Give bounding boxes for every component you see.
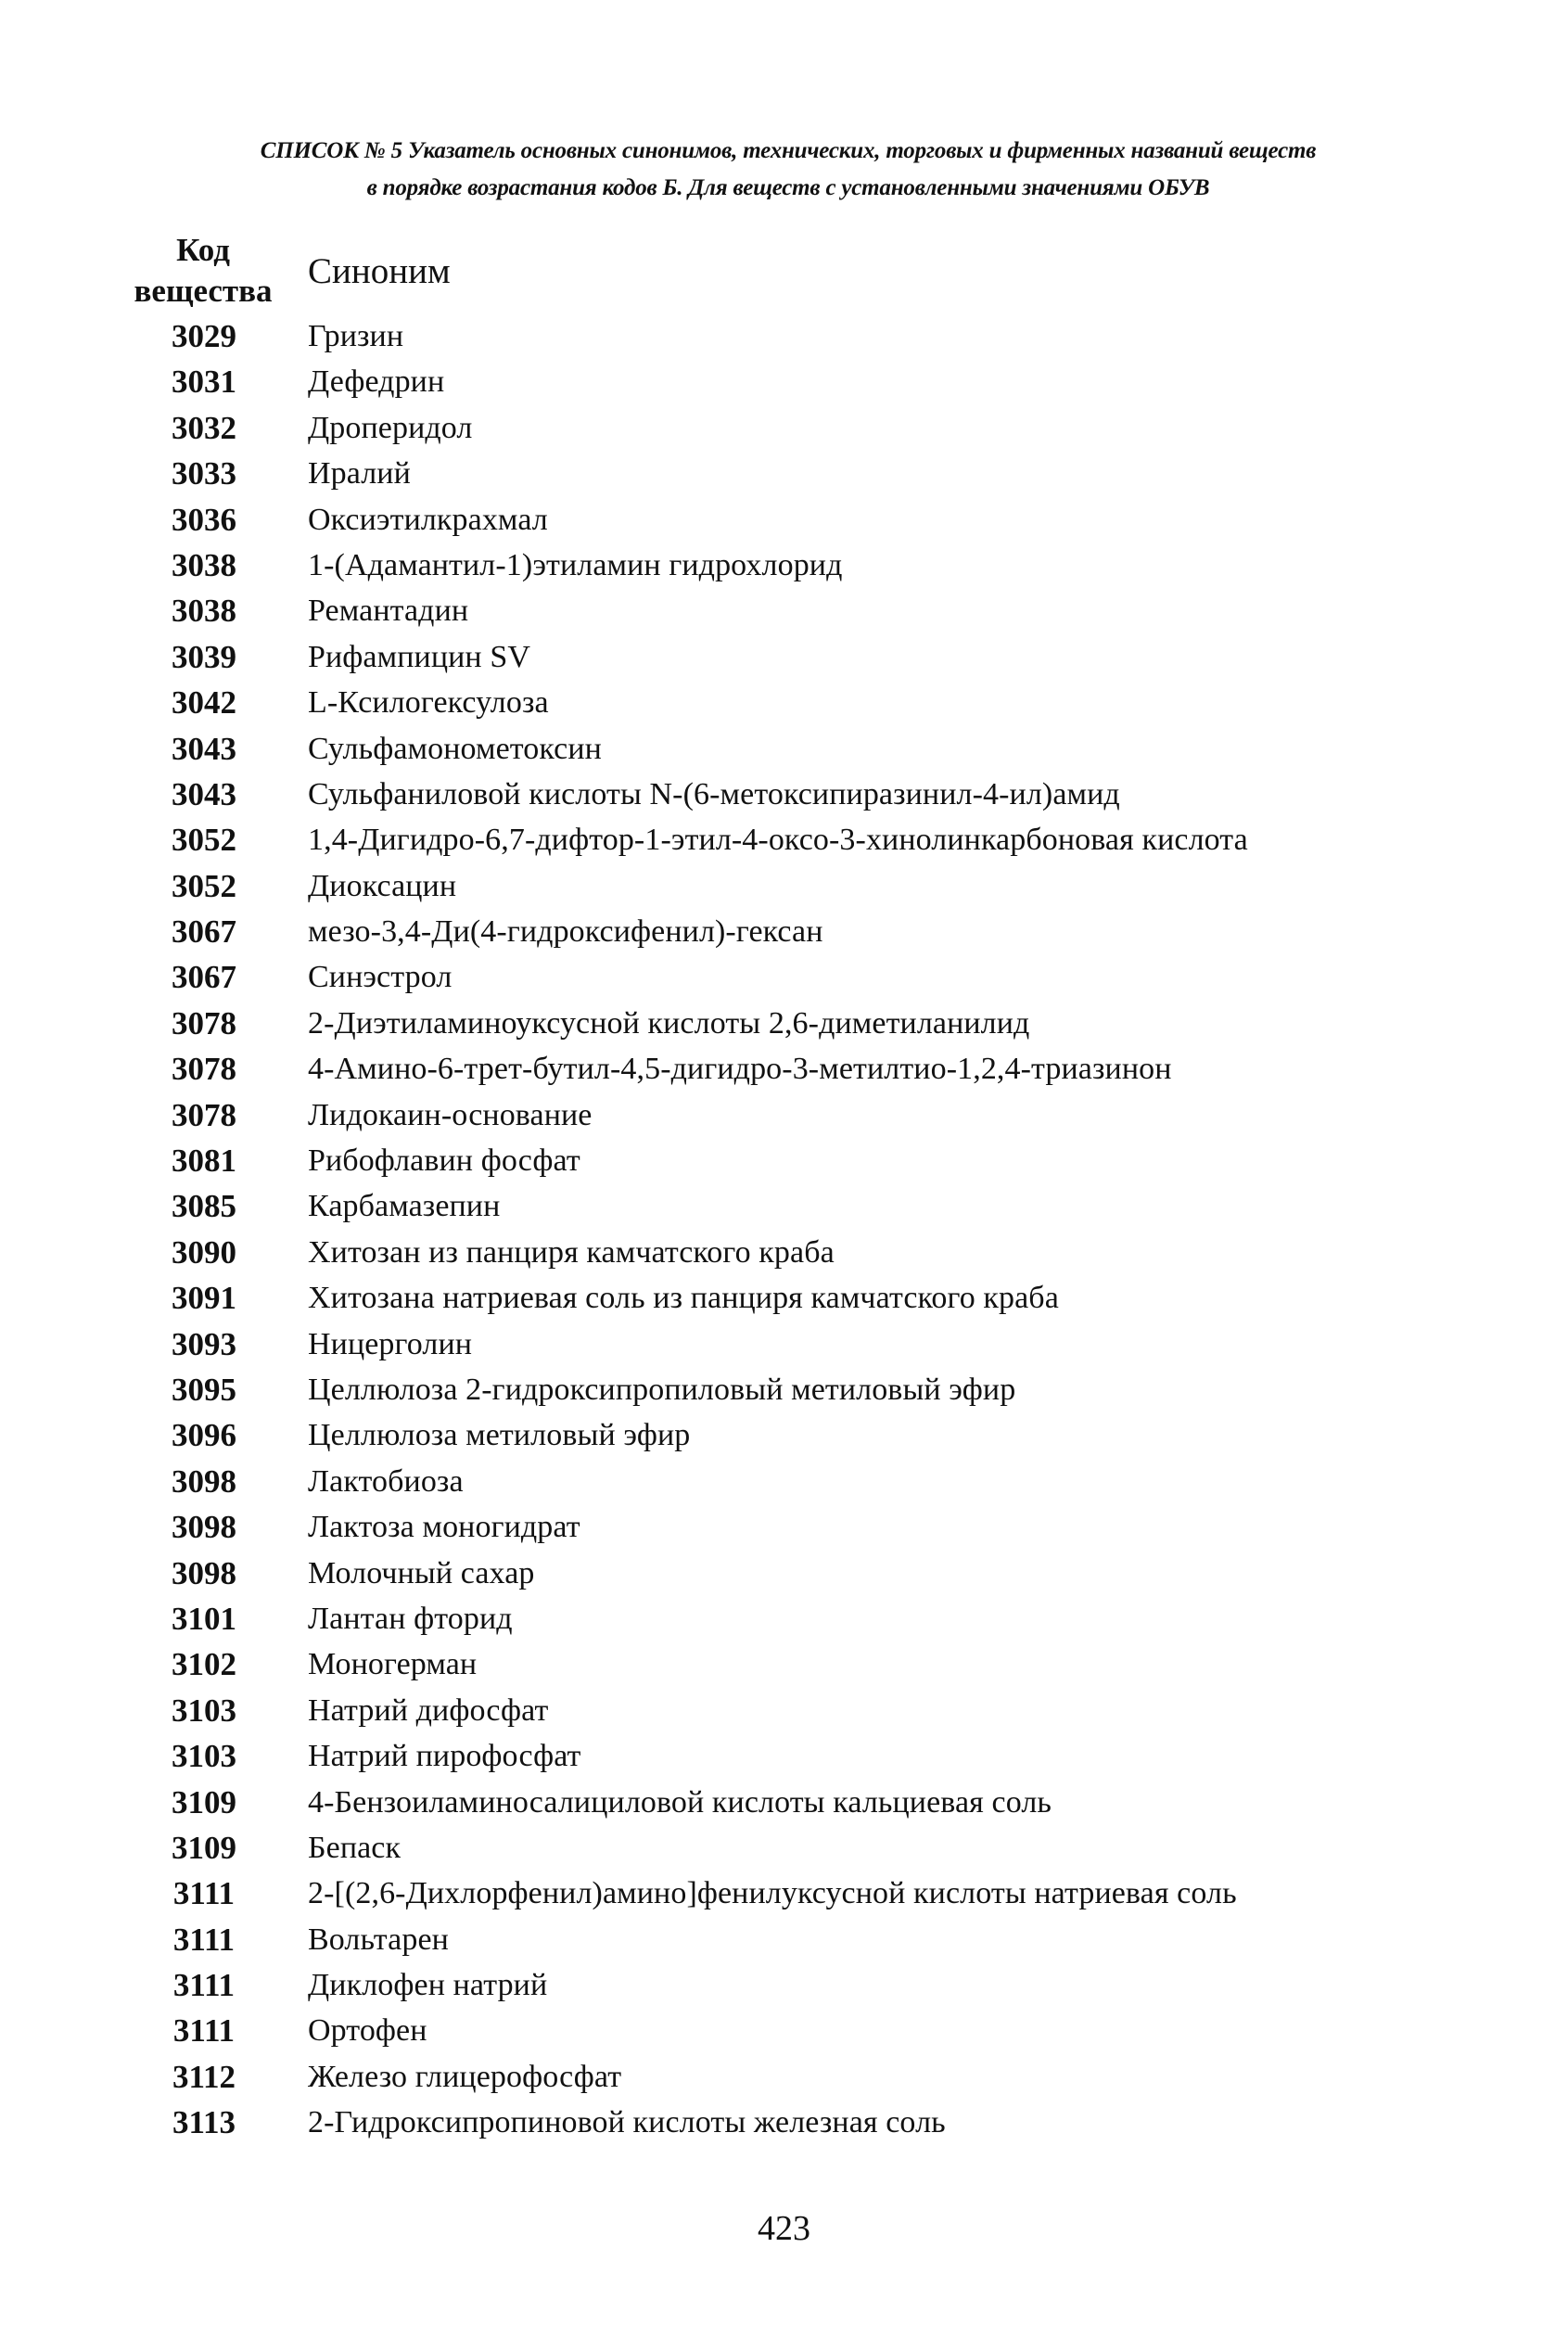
substance-code: 3078 [172, 1004, 236, 1041]
substance-code: 3111 [172, 2012, 236, 2050]
synonym-table-body [0, 313, 1568, 2146]
substance-code: 3067 [172, 913, 236, 951]
table-row [0, 543, 1568, 588]
table-row [0, 1092, 1568, 1138]
synonym-text: 2-[(2,6-Дихлорфенил)амино]фенилуксусной кислоты натриевая соль [308, 1876, 1237, 1911]
table-row [0, 1641, 1568, 1687]
synonym-text: 2-Гидроксипропиновой кислоты железная соль [308, 2105, 946, 2140]
header-line-1: СПИСОК № 5 Указатель основных синонимов, технических, торговых и фирменных названий веществ [260, 138, 1317, 163]
substance-code: 3043 [172, 730, 236, 767]
table-row [0, 1412, 1568, 1458]
table-row [0, 405, 1568, 451]
substance-code: 3090 [172, 1233, 236, 1271]
synonym-text: Сульфаниловой кислоты N-(6-метоксипиразинил-4-ил)амид [308, 776, 1120, 811]
substance-code: 3081 [172, 1143, 236, 1180]
table-row [0, 359, 1568, 404]
code-header-line-2: вещества [134, 273, 273, 309]
table-row [0, 1688, 1568, 1733]
synonym-text: Диоксацин [308, 868, 457, 903]
synonym-text: Железо глицерофосфат [308, 2059, 622, 2094]
substance-code: 3067 [172, 959, 236, 996]
substance-code: 3052 [172, 867, 236, 904]
table-row [0, 1275, 1568, 1321]
table-row [0, 1183, 1568, 1229]
synonym-text: Целлюлоза метиловый эфир [308, 1418, 691, 1453]
synonym-text: мезо-3,4-Ди(4-гидроксифенил)-гексан [308, 914, 823, 950]
table-row [0, 1780, 1568, 1825]
table-row [0, 1322, 1568, 1367]
table-row [0, 1001, 1568, 1046]
substance-code: 3096 [172, 1417, 236, 1454]
synonym-text: Иралий [308, 456, 411, 492]
table-row [0, 772, 1568, 817]
substance-code: 3109 [172, 1829, 236, 1866]
synonym-text: Лактобиоза [308, 1463, 464, 1499]
synonym-text: Синэстрол [308, 960, 453, 995]
table-row [0, 1825, 1568, 1871]
substance-code: 3078 [172, 1096, 236, 1133]
table-row [0, 817, 1568, 862]
substance-code: 3078 [172, 1051, 236, 1088]
page-number: 423 [758, 2209, 810, 2248]
synonym-text: 1-(Адамантил-1)этиламин гидрохлорид [308, 547, 843, 582]
synonym-text: Целлюлоза 2-гидроксипропиловый метиловый эфир [308, 1372, 1016, 1407]
synonym-text: 4-Амино-6-трет-бутил-4,5-дигидро-3-метилтио-1,2,4-триазинон [308, 1052, 1172, 1087]
substance-code: 3098 [172, 1509, 236, 1546]
table-row [0, 1367, 1568, 1412]
table-row [0, 588, 1568, 633]
substance-code: 3098 [172, 1554, 236, 1591]
table-row [0, 451, 1568, 496]
substance-code: 3093 [172, 1325, 236, 1362]
substance-code: 3033 [172, 455, 236, 492]
synonym-text: 1,4-Дигидро-6,7-дифтор-1-этил-4-оксо-3-хинолинкарбоновая кислота [308, 823, 1248, 858]
substance-code: 3038 [172, 593, 236, 630]
table-row [0, 1504, 1568, 1550]
table-row [0, 1917, 1568, 1962]
synonym-text: 4-Бензоиламиносалициловой кислоты кальциевая соль [308, 1784, 1052, 1820]
synonym-text: L-Ксилогексулоза [308, 685, 549, 721]
synonym-text: Молочный сахар [308, 1555, 535, 1590]
substance-code: 3101 [172, 1600, 236, 1637]
substance-code: 3113 [172, 2104, 236, 2141]
table-row [0, 1046, 1568, 1092]
substance-code: 3112 [172, 2058, 236, 2095]
table-row [0, 726, 1568, 772]
substance-code: 3042 [172, 684, 236, 722]
table-row [0, 2100, 1568, 2145]
substance-code: 3102 [172, 1646, 236, 1683]
synonym-text: Бепаск [308, 1830, 402, 1865]
synonym-text: Лидокаин-основание [308, 1097, 593, 1132]
synonym-text: 2-Диэтиламиноуксусной кислоты 2,6-диметиланилид [308, 1005, 1030, 1041]
synonym-text: Лантан фторид [308, 1601, 513, 1636]
synonym-text: Ортофен [308, 2013, 427, 2049]
substance-code: 3032 [172, 409, 236, 446]
substance-code: 3103 [172, 1738, 236, 1775]
substance-code: 3043 [172, 775, 236, 812]
synonym-text: Натрий дифосфат [308, 1692, 549, 1728]
substance-code: 3029 [172, 318, 236, 354]
substance-code: 3039 [172, 638, 236, 675]
substance-code: 3091 [172, 1280, 236, 1317]
synonym-text: Карбамазепин [308, 1189, 501, 1224]
table-row [0, 1962, 1568, 2008]
table-row [0, 863, 1568, 909]
table-row [0, 954, 1568, 1000]
substance-code: 3103 [172, 1692, 236, 1729]
synonym-text: Рифампицин SV [308, 639, 530, 674]
substance-code: 3052 [172, 822, 236, 859]
table-row [0, 680, 1568, 725]
table-row [0, 2054, 1568, 2100]
page-header [139, 133, 1437, 207]
substance-code: 3095 [172, 1371, 236, 1408]
synonym-text: Гризин [308, 319, 404, 353]
table-row [0, 1596, 1568, 1641]
substance-code: 3085 [172, 1188, 236, 1225]
substance-code: 3098 [172, 1462, 236, 1500]
table-row [0, 1871, 1568, 1916]
code-header-line-1: Код [176, 232, 230, 268]
code-column-header [124, 230, 282, 312]
synonym-text: Дроперидол [308, 410, 473, 445]
substance-code: 3111 [172, 1967, 236, 2004]
substance-code: 3109 [172, 1783, 236, 1820]
synonym-text: Моногерман [308, 1647, 478, 1682]
substance-code: 3111 [172, 1921, 236, 1958]
synonym-text: Лактоза моногидрат [308, 1510, 580, 1545]
synonym-text: Натрий пирофосфат [308, 1739, 581, 1774]
synonym-column-header: Синоним [308, 251, 451, 291]
table-row [0, 1551, 1568, 1596]
synonym-text: Хитозана натриевая соль из панциря камчатского краба [308, 1281, 1059, 1316]
table-row [0, 1733, 1568, 1779]
synonym-text: Диклофен натрий [308, 1968, 548, 2003]
table-row [0, 497, 1568, 543]
table-row [0, 1138, 1568, 1183]
header-line-2: в порядке возрастания кодов Б. Для веществ с установленными значениями ОБУВ [366, 175, 1210, 200]
synonym-text: Вольтарен [308, 1922, 449, 1957]
substance-code: 3036 [172, 501, 236, 538]
table-row [0, 2008, 1568, 2053]
synonym-text: Дефедрин [308, 364, 445, 400]
table-row [0, 909, 1568, 954]
table-row [0, 313, 1568, 359]
synonym-text: Рибофлавин фосфат [308, 1143, 580, 1179]
synonym-text: Ницерголин [308, 1326, 473, 1361]
substance-code: 3038 [172, 546, 236, 583]
synonym-text: Ремантадин [308, 594, 469, 629]
synonym-text: Хитозан из панциря камчатского краба [308, 1234, 835, 1270]
substance-code: 3111 [172, 1875, 236, 1912]
substance-code: 3031 [172, 364, 236, 401]
synonym-text: Сульфамонометоксин [308, 731, 602, 766]
table-row [0, 1230, 1568, 1275]
table-row [0, 1459, 1568, 1504]
table-row [0, 634, 1568, 680]
synonym-text: Оксиэтилкрахмал [308, 502, 548, 537]
